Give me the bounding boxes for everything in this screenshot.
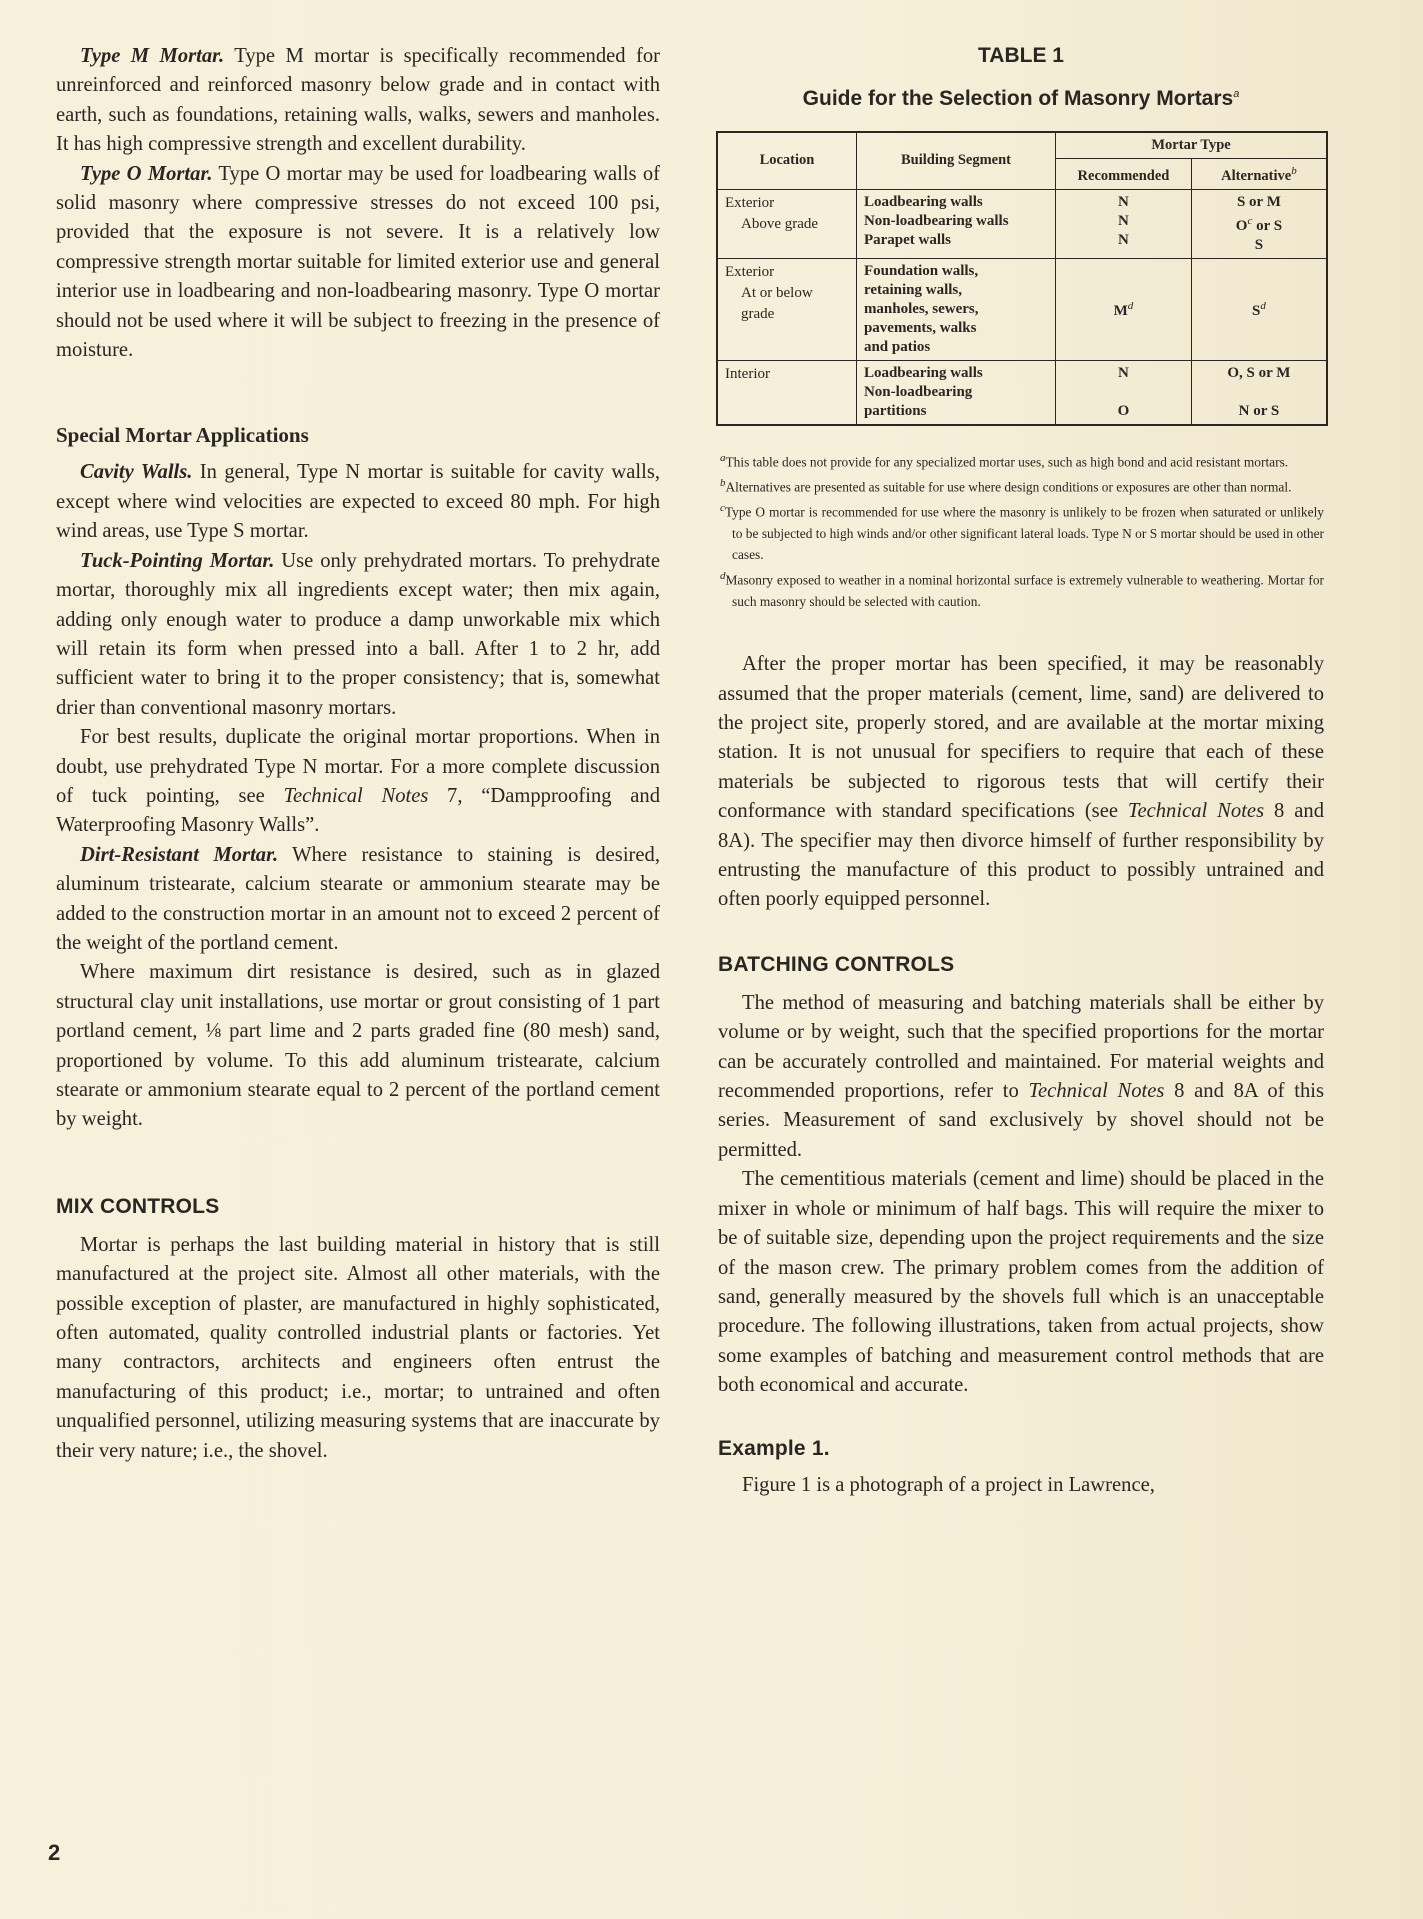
footnote-text: Type O mortar is recommended for use where the masonry is unlikely to be frozen when saturated or unlikely to be subjected to high winds and/or other significant lateral loads. Type N or S mortar should be used in other cases. — [724, 504, 1324, 563]
segment-line: Non-loadbearing — [863, 383, 973, 400]
cell-segment — [856, 360, 1055, 425]
technical-notes-ref: Technical Notes — [1127, 800, 1265, 823]
paragraph-best-results — [56, 723, 660, 841]
footnote — [718, 448, 1324, 473]
paragraph-text: After the proper mortar has been specified, it may be reasonably assumed that the proper materials (cement, lime, sand) are delivered to the project site, properly stored, and are available at the mortar mixing station. It is not unusual for specifiers to require that each of these materials be subjected to rigorous tests that will certify their conformance with standard specifications (see — [718, 653, 1324, 823]
header-recommended: Recommended — [1056, 159, 1192, 190]
mix-controls-heading: MIX CONTROLS — [56, 1194, 220, 1218]
footnote-marker: c — [1247, 214, 1253, 227]
footnote-marker: d — [1127, 300, 1134, 313]
segment-line: Foundation walls, — [863, 262, 979, 279]
location-line: At or below — [741, 284, 813, 301]
table-title-text: Guide for the Selection of Masonry Mortars — [802, 87, 1234, 110]
run-in-heading: Tuck-Pointing Mortar. — [80, 549, 275, 572]
paragraph-max-dirt-resistance: Where maximum dirt resistance is desired, such as in glazed structural clay unit installations, use mortar or grout consisting of 1 part portland cement, ⅛ part lime and 2 parts graded fine (80 mesh) sand, proportioned by volume. To this add aluminum tristearate, calcium stearate or ammonium stearate equal to 2 percent of the portland cement by weight. — [56, 961, 660, 1131]
paragraph-type-m — [56, 42, 660, 160]
location-line: Exterior — [725, 194, 775, 211]
segment-line: Non-loadbearing walls — [863, 212, 1009, 229]
footnote-marker: d — [1260, 300, 1266, 313]
alternative-value: O, S or M — [1227, 364, 1291, 381]
footnote-marker: b — [1291, 165, 1297, 177]
paragraph-text: Type M mortar is specifically recommended for unreinforced and reinforced masonry below grade and in contact with earth, such as foundations, retaining walls, walks, sewers and manholes. It has high compressive strength and excellent durability. — [56, 45, 660, 156]
paragraph-mix-controls: Mortar is perhaps the last building material in history that is still manufactured at the project site. Almost all other materials, with the possible exception of plaster, are manufactured in highly sophisticated, often automated, quality controlled industrial plants or factories. Yet many contractors, architects and engineers often entrust the manufacturing of this product; i.e., mortar; to untrained and often unqualified personnel, utilizing measuring systems that are inaccurate by their very nature; i.e., the shovel. — [56, 1233, 660, 1462]
cell-segment — [856, 189, 1055, 258]
run-in-heading: Dirt-Resistant Mortar. — [80, 843, 279, 866]
location-line: grade — [741, 305, 775, 322]
left-column — [56, 42, 660, 1466]
alternative-value — [1199, 212, 1319, 236]
cell-recommended — [1056, 360, 1192, 425]
location-line: Interior — [725, 365, 770, 382]
paragraph-type-o — [56, 160, 660, 366]
location-line: Above grade — [741, 215, 819, 232]
footnote-text: Alternatives are presented as suitable for use where design conditions or exposures are other than normal. — [725, 479, 1292, 495]
alternative-value-text: O — [1235, 217, 1248, 234]
paragraph-cementitious: The cementitious materials (cement and lime) should be placed in the mixer in whole or minimum of half bags. This will require the mixer to be of suitable size, depending upon the project requirements and the size of the mason crew. The primary problem comes from the addition of sand, generally measured by the shovels full which is an unacceptable procedure. The following illustrations, taken from actual projects, show some examples of batching and measurement control methods that are both economical and accurate. — [718, 1168, 1324, 1397]
table-row — [717, 258, 1327, 360]
footnote — [718, 498, 1324, 566]
alternative-value: S or M — [1236, 193, 1281, 210]
cell-alternative — [1191, 189, 1327, 258]
table-row — [717, 360, 1327, 425]
run-in-heading: Type O Mortar. — [80, 162, 213, 185]
alternative-value: N or S — [1238, 402, 1280, 419]
table-title — [718, 80, 1324, 113]
recommended-value: N — [1118, 231, 1129, 248]
recommended-value: N — [1118, 193, 1129, 210]
recommended-value: N — [1118, 212, 1129, 229]
paragraph-tuck-pointing — [56, 547, 660, 723]
footnote-marker: b — [720, 476, 726, 489]
batching-controls-heading: BATCHING CONTROLS — [718, 952, 955, 976]
footnote-text: Masonry exposed to weather in a nominal horizontal surface is extremely vulnerable to weathering. Mortar for such masonry should be selected with caution. — [725, 572, 1324, 609]
paragraph-text: The method of measuring and batching materials shall be either by volume or by weight, such that the specified proportions for the mortar can be accurately controlled and maintained. For material weights and recommended proportions, refer to — [718, 991, 1324, 1103]
header-alternative-text: Alternative — [1221, 167, 1292, 184]
cell-alternative — [1191, 360, 1327, 425]
paragraph-cavity-walls — [56, 458, 660, 546]
footnote-marker: a — [1233, 88, 1240, 100]
paragraph-text: For best results, duplicate the original mortar proportions. When in doubt, use prehydrated Type N mortar. For a more complete discussion of tuck pointing, see — [56, 726, 660, 807]
segment-line: and patios — [863, 338, 931, 355]
recommended-value: O — [1117, 402, 1130, 419]
paragraph-batching-method — [718, 989, 1324, 1165]
header-location: Location — [717, 132, 856, 189]
recommended-value: N — [1118, 364, 1129, 381]
segment-line: partitions — [863, 402, 927, 419]
cell-location — [717, 258, 856, 360]
recommended-value: M — [1113, 303, 1128, 320]
cell-location — [717, 360, 856, 425]
paragraph-after-specified — [718, 650, 1324, 915]
table-number: TABLE 1 — [978, 44, 1064, 67]
footnote-marker: a — [720, 451, 726, 464]
paragraph-dirt-resistant — [56, 841, 660, 959]
run-in-heading: Type M Mortar. — [80, 45, 225, 67]
footnote-marker: d — [720, 569, 726, 582]
paragraph-text: Use only prehydrated mortars. To prehydrate mortar, thoroughly mix all ingredients except water; then mix again, adding only enough water to produce a damp unworkable mix which will retain its form when pressed into a ball. After 1 to 2 hr, add sufficient water to bring it to the proper consistency; that is, somewhat drier than conventional masonry mortars. — [56, 549, 660, 719]
page-number: 2 — [48, 1840, 61, 1865]
segment-line: Loadbearing walls — [863, 193, 983, 210]
segment-line: manholes, sewers, — [863, 300, 979, 317]
mortar-selection-table — [716, 131, 1328, 426]
paragraph-text: 7, “Dampproofing and Waterproofing Masonry Walls”. — [56, 784, 660, 837]
alternative-value: S — [1252, 303, 1261, 320]
paragraph-text: 8 and 8A). The specifier may then divorce himself of further responsibility by entrusting the manufacture of this product to possibly untrained and often poorly equipped personnel. — [718, 800, 1324, 911]
example-1-heading: Example 1. — [718, 1436, 830, 1460]
footnote — [718, 566, 1324, 612]
location-line: Exterior — [725, 263, 775, 280]
table-row — [717, 189, 1327, 258]
table-footnotes — [718, 448, 1324, 612]
paragraph-text: 8 and 8A of this series. Measurement of sand exclusively by shovel should not be permitted. — [718, 1080, 1324, 1161]
segment-line: pavements, walks — [863, 319, 977, 336]
right-column — [718, 42, 1324, 1500]
footnote-text: This table does not provide for any specialized mortar uses, such as high bond and acid resistant mortars. — [725, 454, 1289, 470]
alternative-value: S — [1254, 236, 1264, 253]
header-mortar-type: Mortar Type — [1056, 132, 1327, 159]
cell-alternative — [1191, 258, 1327, 360]
segment-line: Loadbearing walls — [863, 364, 983, 381]
segment-line: Parapet walls — [863, 231, 952, 248]
header-alternative — [1191, 159, 1327, 190]
alternative-value-text: or S — [1252, 217, 1283, 234]
footnote — [718, 473, 1324, 498]
cell-recommended — [1056, 189, 1192, 258]
footnote-marker: c — [720, 501, 725, 514]
paragraph-text: Type O mortar may be used for loadbearing walls of solid masonry where compressive stresses do not exceed 100 psi, provided that the exposure is not severe. It is a relatively low compressive strength mortar suitable for limited exterior use and general interior use in loadbearing and non-loadbearing masonry. Type O mortar should not be used where it will be subject to freezing in the presence of moisture. — [56, 162, 660, 362]
header-building-segment: Building Segment — [856, 132, 1055, 189]
run-in-heading: Cavity Walls. — [80, 461, 193, 484]
special-applications-heading: Special Mortar Applications — [56, 423, 309, 448]
cell-location — [717, 189, 856, 258]
paragraph-text: Where resistance to staining is desired, aluminum tristearate, calcium stearate or ammonium stearate may be added to the construction mortar in an amount not to exceed 2 percent of the weight of the portland cement. — [56, 843, 660, 954]
paragraph-example-1: Figure 1 is a photograph of a project in Lawrence, — [742, 1473, 1155, 1496]
cell-segment — [856, 258, 1055, 360]
cell-recommended — [1056, 258, 1192, 360]
technical-notes-ref: Technical Notes — [1028, 1080, 1165, 1103]
segment-line: retaining walls, — [863, 281, 963, 298]
technical-notes-ref: Technical Notes — [283, 784, 429, 807]
paragraph-text: In general, Type N mortar is suitable for cavity walls, except where wind velocities are expected to exceed 80 mph. For high wind areas, use Type S mortar. — [56, 461, 661, 543]
